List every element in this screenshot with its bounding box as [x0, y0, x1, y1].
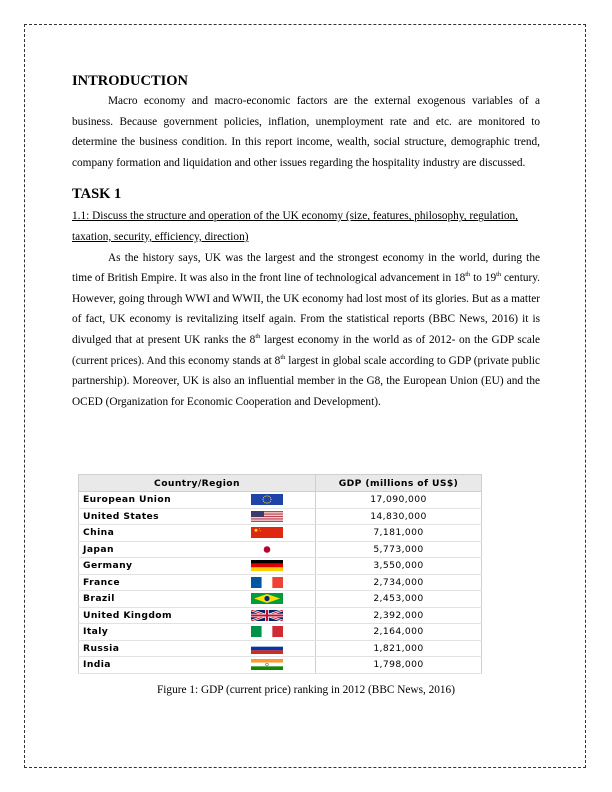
- table-row: [79, 607, 482, 624]
- gdp-cell: 2,392,000: [316, 607, 482, 624]
- table-row: [79, 591, 482, 608]
- country-cell: India: [79, 657, 244, 674]
- country-cell: Japan: [79, 541, 244, 558]
- table-body: [79, 492, 482, 674]
- table-row: [79, 624, 482, 641]
- country-cell: France: [79, 574, 244, 591]
- gdp-cell: 17,090,000: [316, 492, 482, 509]
- country-cell: Russia: [79, 640, 244, 657]
- flag-cell: [243, 508, 316, 525]
- brazil-flag-icon: [251, 593, 283, 604]
- gdp-cell: 1,798,000: [316, 657, 482, 674]
- table-row: [79, 558, 482, 575]
- gdp-cell: 2,453,000: [316, 591, 482, 608]
- task-text-3: century. However, going through WWI and WWII, the UK economy had lost most of its glories. But as a matter of fact, UK economy is revitalizing itself again. From the statistical reports (BBC News, 2016) it is divulged that at present UK ranks the 8: [72, 272, 540, 346]
- flag-cell: [243, 492, 316, 509]
- table-row: [79, 640, 482, 657]
- japan-flag-icon: [251, 544, 283, 555]
- task-text-2: to 19: [470, 272, 497, 285]
- country-cell: United States: [79, 508, 244, 525]
- china-flag-icon: [251, 527, 283, 538]
- flag-cell: [243, 624, 316, 641]
- gdp-table-figure: [78, 474, 482, 674]
- document-body: [72, 70, 540, 412]
- introduction-heading: INTRODUCTION: [72, 73, 189, 89]
- gdp-cell: 7,181,000: [316, 525, 482, 542]
- table-row: [79, 574, 482, 591]
- gdp-cell: 2,164,000: [316, 624, 482, 641]
- eu-flag-icon: [251, 494, 283, 505]
- task-subheading: 1.1: Discuss the structure and operation of the UK economy (size, features, philosophy, regulation, taxation, security, efficiency, direction): [72, 210, 519, 243]
- flag-cell: [243, 525, 316, 542]
- france-flag-icon: [251, 577, 283, 588]
- superscript-th: th: [496, 271, 502, 279]
- task-paragraph: [72, 248, 540, 413]
- superscript-th: th: [255, 333, 261, 341]
- table-row: [79, 508, 482, 525]
- figure-caption: Figure 1: GDP (current price) ranking in 2012 (BBC News, 2016): [157, 684, 455, 696]
- flag-cell: [243, 574, 316, 591]
- header-country: Country/Region: [79, 475, 316, 492]
- flag-cell: [243, 640, 316, 657]
- gdp-cell: 2,734,000: [316, 574, 482, 591]
- country-cell: United Kingdom: [79, 607, 244, 624]
- gdp-cell: 14,830,000: [316, 508, 482, 525]
- country-cell: Italy: [79, 624, 244, 641]
- header-gdp: GDP (millions of US$): [316, 475, 482, 492]
- table-header-row: [79, 475, 482, 492]
- task-text-1: As the history says, UK was the largest and the strongest economy in the world, during the time of British Empire. It was also in the front line of technological advancement in 18: [72, 251, 540, 285]
- flag-cell: [243, 591, 316, 608]
- table-row: [79, 541, 482, 558]
- gdp-cell: 5,773,000: [316, 541, 482, 558]
- country-cell: Brazil: [79, 591, 244, 608]
- gdp-table: [78, 474, 482, 674]
- country-cell: China: [79, 525, 244, 542]
- india-flag-icon: [251, 659, 283, 670]
- gdp-cell: 1,821,000: [316, 640, 482, 657]
- italy-flag-icon: [251, 626, 283, 637]
- introduction-paragraph: Macro economy and macro-economic factors are the external exogenous variables of a business. Because government policies, inflation, unemployment rate and etc. are monitored to determine the business condition. In this report income, wealth, social structure, demographic trend, company formation and liquidation and other issues regarding the hospitality industry are discussed.: [72, 95, 540, 169]
- us-flag-icon: [251, 511, 283, 522]
- gdp-cell: 3,550,000: [316, 558, 482, 575]
- country-cell: European Union: [79, 492, 244, 509]
- country-cell: Germany: [79, 558, 244, 575]
- task-text-5: largest in global scale according to GDP (private public partnership). Moreover, UK is also an influential member in the G8, the European Union (EU) and the OCED (Organization for Economic Cooperation and Development).: [72, 354, 541, 408]
- uk-flag-icon: [251, 610, 283, 621]
- table-row: [79, 657, 482, 674]
- russia-flag-icon: [251, 643, 283, 654]
- flag-cell: [243, 607, 316, 624]
- table-row: [79, 492, 482, 509]
- task-heading: TASK 1: [72, 186, 122, 203]
- germany-flag-icon: [251, 560, 283, 571]
- superscript-th: th: [465, 271, 471, 279]
- superscript-th: th: [280, 353, 286, 361]
- table-row: [79, 525, 482, 542]
- task-text-4: largest economy in the world as of 2012- on the GDP scale (current prices). And this economy stands at 8: [72, 333, 540, 367]
- flag-cell: [243, 558, 316, 575]
- flag-cell: [243, 541, 316, 558]
- flag-cell: [243, 657, 316, 674]
